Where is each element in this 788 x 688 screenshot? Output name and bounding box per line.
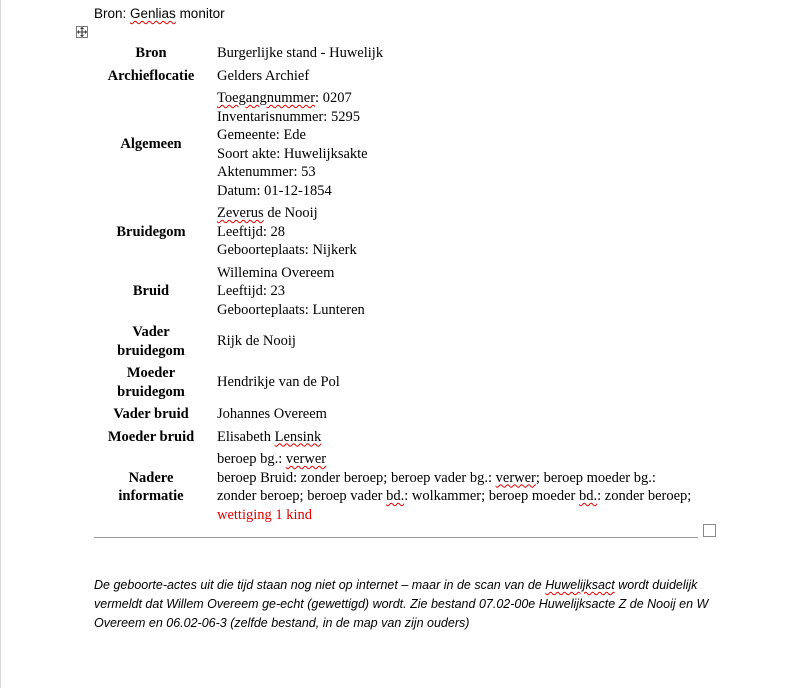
value-line: Toegangnummer: 0207 xyxy=(217,90,352,106)
record-row xyxy=(94,321,698,362)
record-row xyxy=(94,42,698,65)
record-row xyxy=(94,403,698,426)
row-label: Vader bruid xyxy=(113,406,189,422)
value-line: Geboorteplaats: Lunteren xyxy=(217,301,365,318)
row-value xyxy=(208,262,698,322)
value-line: Zeverus de Nooij xyxy=(217,205,318,221)
source-prefix: Bron: xyxy=(94,6,131,21)
value-line: Gelders Archief xyxy=(217,67,310,84)
value-line: beroep bg.: verwer xyxy=(217,451,327,467)
record-row xyxy=(94,65,698,88)
row-label: Nadere informatie xyxy=(118,469,184,504)
value-line: Elisabeth Lensink xyxy=(217,428,322,445)
record-row xyxy=(94,262,698,322)
source-name: Genlias xyxy=(130,6,176,21)
row-value xyxy=(208,42,698,65)
value-line: Aktenummer: 53 xyxy=(217,164,316,180)
table-move-handle-icon[interactable] xyxy=(76,26,88,38)
value-line: Gemeente: Ede xyxy=(217,127,306,143)
spelling-flagged-word: verwer xyxy=(495,469,536,486)
spelling-flagged-word: bd. xyxy=(386,488,405,504)
value-line: Johannes Overeem xyxy=(217,406,327,422)
row-label: Vader bruidegom xyxy=(117,324,185,359)
note-paragraph: De geboorte-actes uit die tijd staan nog niet op internet – maar in de scan van de Huwelijksact wordt duidelijk vermeldt dat Willem Overeem ge-echt (gewettigd) wordt. Zie bestand 07.02-00e Huwelijksacte Z de Nooij en W Overeem en 06.02-06-3 (zelfde bestand, in de map van zijn ouders) xyxy=(94,578,709,630)
record-row xyxy=(94,87,698,202)
row-value xyxy=(208,362,698,403)
row-value xyxy=(208,403,698,426)
value-line: Burgerlijke stand - Huwelijk xyxy=(217,45,384,61)
value-line: Inventarisnummer: 5295 xyxy=(217,108,360,125)
spelling-flagged-word: Zeverus xyxy=(217,205,264,221)
spelling-flagged-word: Huwelijksact xyxy=(545,578,615,592)
spelling-flagged-word: verwer xyxy=(285,451,327,467)
record-row-nadere xyxy=(94,448,698,526)
row-value xyxy=(208,426,698,449)
row-value xyxy=(208,448,698,526)
value-line: Willemina Overeem xyxy=(217,264,335,281)
table-resize-handle[interactable] xyxy=(703,524,716,537)
spelling-flagged-word: Lensink xyxy=(274,428,322,445)
value-paragraph: beroep Bruid: zonder beroep; beroep vader bg.: verwer; beroep moeder bg.: zonder beroep; beroep vader bd.: wolkammer; beroep moeder bd.: zonder beroep; wettiging 1 kind xyxy=(217,469,692,523)
table-bottom-rule xyxy=(94,537,698,538)
page-edge xyxy=(0,0,1,688)
record-row xyxy=(94,202,698,262)
value-line: Leeftijd: 23 xyxy=(217,283,286,299)
spelling-flagged-word: Toegangnummer xyxy=(217,90,316,106)
row-label: Bruid xyxy=(132,283,170,299)
row-label: Bruidegom xyxy=(116,223,186,240)
row-label: Algemeen xyxy=(120,136,182,153)
source-line xyxy=(94,6,225,21)
row-label: Archieflocatie xyxy=(107,67,195,84)
row-label: Moeder bruid xyxy=(107,428,195,445)
row-label: Moeder bruidegom xyxy=(117,365,185,400)
source-suffix: monitor xyxy=(175,6,225,21)
value-line: Geboorteplaats: Nijkerk xyxy=(217,242,357,258)
record-table xyxy=(94,42,698,526)
row-value xyxy=(208,202,698,262)
record-row xyxy=(94,362,698,403)
row-label: Bron xyxy=(135,45,167,61)
value-line: Soort akte: Huwelijksakte xyxy=(217,145,368,162)
value-line: Hendrikje van de Pol xyxy=(217,374,340,391)
value-line: Leeftijd: 28 xyxy=(217,223,286,240)
value-line: Datum: 01-12-1854 xyxy=(217,182,332,199)
highlighted-text: wettiging 1 kind xyxy=(217,506,313,523)
value-line: Rijk de Nooij xyxy=(217,333,296,350)
row-value xyxy=(208,87,698,202)
record-row xyxy=(94,426,698,449)
row-value xyxy=(208,65,698,88)
row-value xyxy=(208,321,698,362)
spelling-flagged-word: bd. xyxy=(578,488,598,504)
